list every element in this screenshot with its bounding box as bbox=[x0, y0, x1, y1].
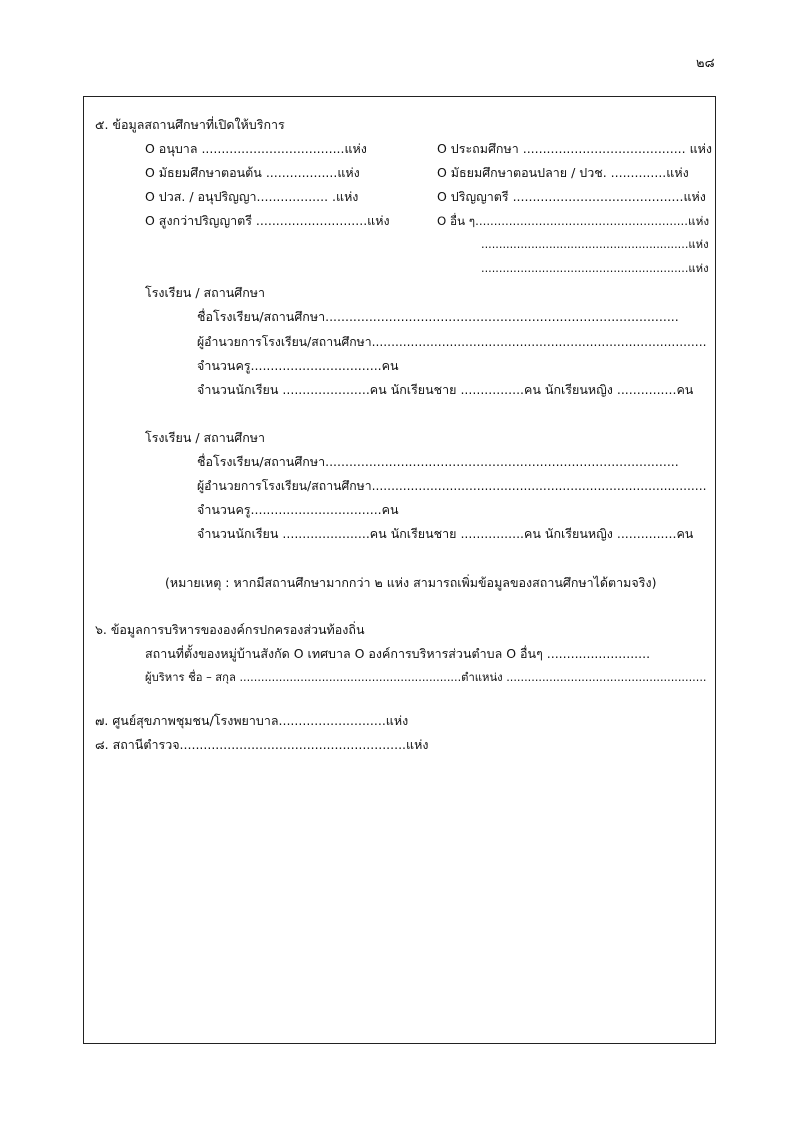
section6-location-line: สถานที่ตั้งของหมู่บ้านสังกัด O เทศบาล O องค์การบริหารส่วนตำบล O อื่นๆ .......................... bbox=[145, 646, 651, 661]
option-bachelor: O ปริญญาตรี ...........................................แห่ง bbox=[437, 189, 706, 204]
option-diploma: O ปวส. / อนุปริญญา.................. .แห่ง bbox=[145, 189, 359, 204]
option-lower-secondary: O มัธยมศึกษาตอนต้น ..................แห่ง bbox=[145, 165, 360, 180]
school-2-title: โรงเรียน / สถานศึกษา bbox=[145, 430, 266, 445]
school-1-name-line: ชื่อโรงเรียน/สถานศึกษา......................................................................................... bbox=[197, 309, 679, 324]
section6-administrator-line: ผู้บริหาร ชื่อ – สกุล ..............................................................ตำแหน่ง ........................................................ bbox=[145, 671, 707, 684]
school-2-teachers-line: จำนวนครู.................................คน bbox=[197, 502, 399, 517]
school-2-name-line: ชื่อโรงเรียน/สถานศึกษา......................................................................................... bbox=[197, 454, 679, 469]
section5-heading: ๕. ข้อมูลสถานศึกษาที่เปิดให้บริการ bbox=[95, 117, 285, 132]
page-number: ๒๘ bbox=[696, 56, 715, 71]
section6-heading: ๖. ข้อมูลการบริหารขององค์กรปกครองส่วนท้องถิ่น bbox=[95, 622, 365, 637]
option-other: O อื่น ๆ.........................................................แห่ง bbox=[437, 214, 710, 228]
option-kindergarten: O อนุบาล ....................................แห่ง bbox=[145, 141, 367, 156]
option-other-line-2: ..........................................................แห่ง bbox=[481, 238, 709, 251]
section5-note: (หมายเหตุ : หากมีสถานศึกษามากกว่า ๒ แห่ง สามารถเพิ่มข้อมูลของสถานศึกษาได้ตามจริง) bbox=[165, 575, 657, 590]
school-2-students-line: จำนวนนักเรียน ......................คน นักเรียนชาย ................คน นักเรียนหญิง ...............คน bbox=[197, 526, 694, 541]
option-other-line-3: ..........................................................แห่ง bbox=[481, 262, 709, 275]
school-1-title: โรงเรียน / สถานศึกษา bbox=[145, 285, 266, 300]
school-1-teachers-line: จำนวนครู.................................คน bbox=[197, 358, 399, 373]
option-primary: O ประถมศึกษา ......................................... แห่ง bbox=[437, 141, 712, 156]
school-1-students-line: จำนวนนักเรียน ......................คน นักเรียนชาย ................คน นักเรียนหญิง ...............คน bbox=[197, 382, 694, 397]
option-upper-secondary: O มัธยมศึกษาตอนปลาย / ปวช. ..............แห่ง bbox=[437, 165, 689, 180]
section7-health-center-line: ๗. ศูนย์สุขภาพชุมชน/โรงพยาบาล...........................แห่ง bbox=[95, 713, 409, 728]
section8-police-station-line: ๘. สถานีตำรวจ.........................................................แห่ง bbox=[95, 737, 429, 752]
school-1-director-line: ผู้อำนวยการโรงเรียน/สถานศึกษา...................................................................................... bbox=[197, 335, 707, 349]
school-2-director-line: ผู้อำนวยการโรงเรียน/สถานศึกษา...................................................................................... bbox=[197, 479, 707, 493]
option-postgraduate: O สูงกว่าปริญญาตรี ............................แห่ง bbox=[145, 213, 390, 228]
